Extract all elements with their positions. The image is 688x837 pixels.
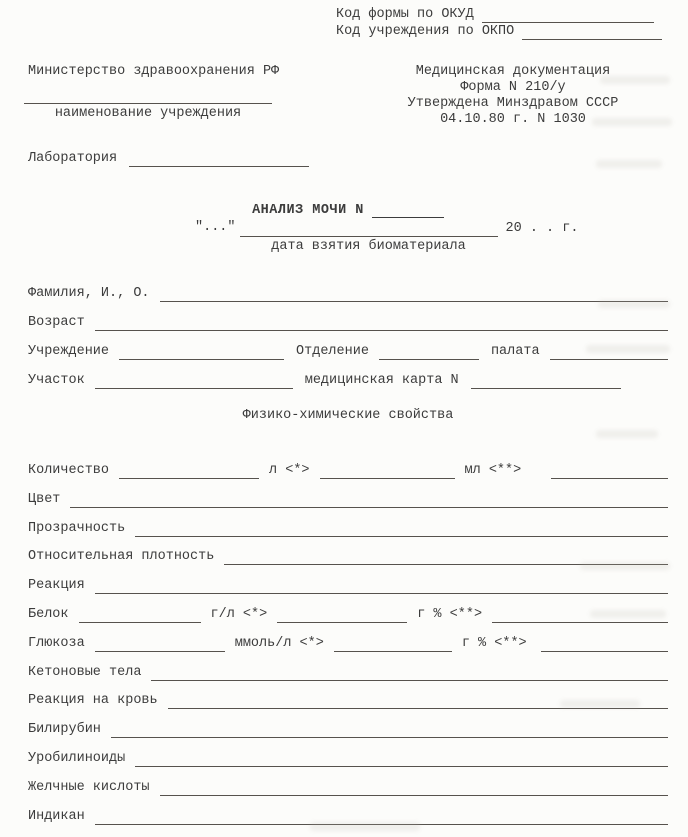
row-name <box>28 285 668 302</box>
date-caption: дата взятия биоматериала <box>271 239 466 254</box>
row-color <box>28 491 668 508</box>
scan-artifact <box>310 822 420 831</box>
unit-label: л <*> <box>269 463 310 478</box>
row-district-card <box>28 372 668 389</box>
ward-label: палата <box>490 344 540 359</box>
laboratory-label: Лаборатория <box>28 151 118 166</box>
laboratory-row <box>28 150 668 167</box>
row-bilirubin <box>28 721 668 738</box>
date-year-suffix: 20 . . г. <box>505 221 579 236</box>
row-bile-acids <box>28 779 668 796</box>
field-label: Цвет <box>28 491 61 507</box>
row-transparency <box>28 520 668 537</box>
blank-line <box>119 464 259 479</box>
doc-info-line: Медицинская документация <box>415 64 611 79</box>
institution-name-field <box>24 101 272 122</box>
blank-line <box>277 608 407 623</box>
scan-artifact <box>592 118 672 126</box>
field-label: Билирубин <box>28 722 101 738</box>
scan-artifact <box>600 76 670 84</box>
blank-line <box>135 752 668 767</box>
row-glucose <box>28 635 668 652</box>
blank-line <box>334 637 452 652</box>
scan-artifact <box>598 300 670 308</box>
institution-caption: наименование учреждения <box>54 106 242 121</box>
card-label: медицинская карта N <box>304 373 459 388</box>
row-age <box>28 314 668 331</box>
department-label: Отделение <box>296 344 369 359</box>
institution-blank-line <box>24 101 272 104</box>
field-label: Реакция <box>28 578 85 594</box>
institution-blank-line <box>119 345 284 360</box>
header <box>28 64 668 128</box>
field-label: Белок <box>28 606 69 622</box>
blank-line <box>95 637 225 652</box>
field-label: Желчные кислоты <box>28 779 150 795</box>
district-label: Участок <box>28 373 85 388</box>
age-label: Возраст <box>28 315 85 330</box>
unit-label: г % <**> <box>417 606 483 622</box>
department-blank-line <box>379 345 479 360</box>
okpo-row <box>336 23 668 40</box>
scan-artifact <box>560 700 640 708</box>
okud-blank-line <box>482 8 654 23</box>
ministry-block <box>28 64 358 128</box>
unit-label: мл <**> <box>464 463 522 478</box>
blank-line <box>160 781 668 796</box>
field-label: Кетоновые тела <box>28 664 142 680</box>
okud-row <box>336 6 668 23</box>
blank-line <box>151 666 668 681</box>
age-blank-line <box>95 316 668 331</box>
blank-line <box>551 464 668 479</box>
field-label: Глюкоза <box>28 635 85 651</box>
blank-line <box>111 723 668 738</box>
date-blank-line <box>240 220 498 237</box>
card-blank-line <box>471 374 621 389</box>
okud-label: Код формы по ОКУД <box>336 7 474 22</box>
name-label: Фамилия, И., О. <box>28 286 150 301</box>
blank-line <box>320 464 455 479</box>
unit-label: ммоль/л <*> <box>234 635 324 651</box>
scan-artifact <box>596 430 658 438</box>
institution-label: Учреждение <box>28 344 110 359</box>
field-label: Реакция на кровь <box>28 693 158 709</box>
row-relative-density <box>28 548 668 565</box>
name-blank-line <box>160 287 668 302</box>
blank-line <box>79 608 201 623</box>
district-blank-line <box>95 374 293 389</box>
blank-line <box>135 522 668 537</box>
codes-block <box>336 6 668 40</box>
properties-block <box>28 462 668 825</box>
okpo-blank-line <box>522 25 662 40</box>
date-day-quotes: "..." <box>195 220 236 235</box>
title-row <box>28 203 668 218</box>
date-row <box>195 220 668 255</box>
patient-block <box>28 285 668 389</box>
section-title: Физико-химические свойства <box>242 408 454 423</box>
scan-artifact <box>586 345 670 353</box>
field-label: Уробилиноиды <box>28 750 126 766</box>
analysis-number-blank-line <box>372 203 444 218</box>
page-title: АНАЛИЗ МОЧИ N <box>252 203 364 218</box>
scan-artifact <box>580 562 670 570</box>
row-protein <box>28 606 668 623</box>
unit-label: г/л <*> <box>210 606 268 622</box>
unit-label: г % <**> <box>461 635 527 651</box>
blank-line <box>95 579 668 594</box>
row-reaction <box>28 577 668 594</box>
doc-info-line: Утверждена Минздравом СССР <box>407 96 619 111</box>
blank-line <box>70 493 668 508</box>
scan-artifact <box>596 160 662 168</box>
field-label: Количество <box>28 463 110 478</box>
date-field <box>240 220 498 255</box>
blank-line <box>541 637 668 652</box>
field-label: Относительная плотность <box>28 549 215 565</box>
row-urobilinoids <box>28 750 668 767</box>
row-institution-department-ward <box>28 343 668 360</box>
field-label: Прозрачность <box>28 520 126 536</box>
scan-artifact <box>590 610 666 618</box>
laboratory-blank-line <box>129 152 309 167</box>
ministry-label: Министерство здравоохранения РФ <box>28 64 280 79</box>
row-ketone-bodies <box>28 664 668 681</box>
field-label: Индикан <box>28 808 85 824</box>
doc-info-line: Форма N 210/у <box>460 80 566 95</box>
okpo-label: Код учреждения по ОКПО <box>336 24 515 39</box>
row-quantity <box>28 462 668 479</box>
doc-info-line: 04.10.80 г. N 1030 <box>440 112 586 127</box>
